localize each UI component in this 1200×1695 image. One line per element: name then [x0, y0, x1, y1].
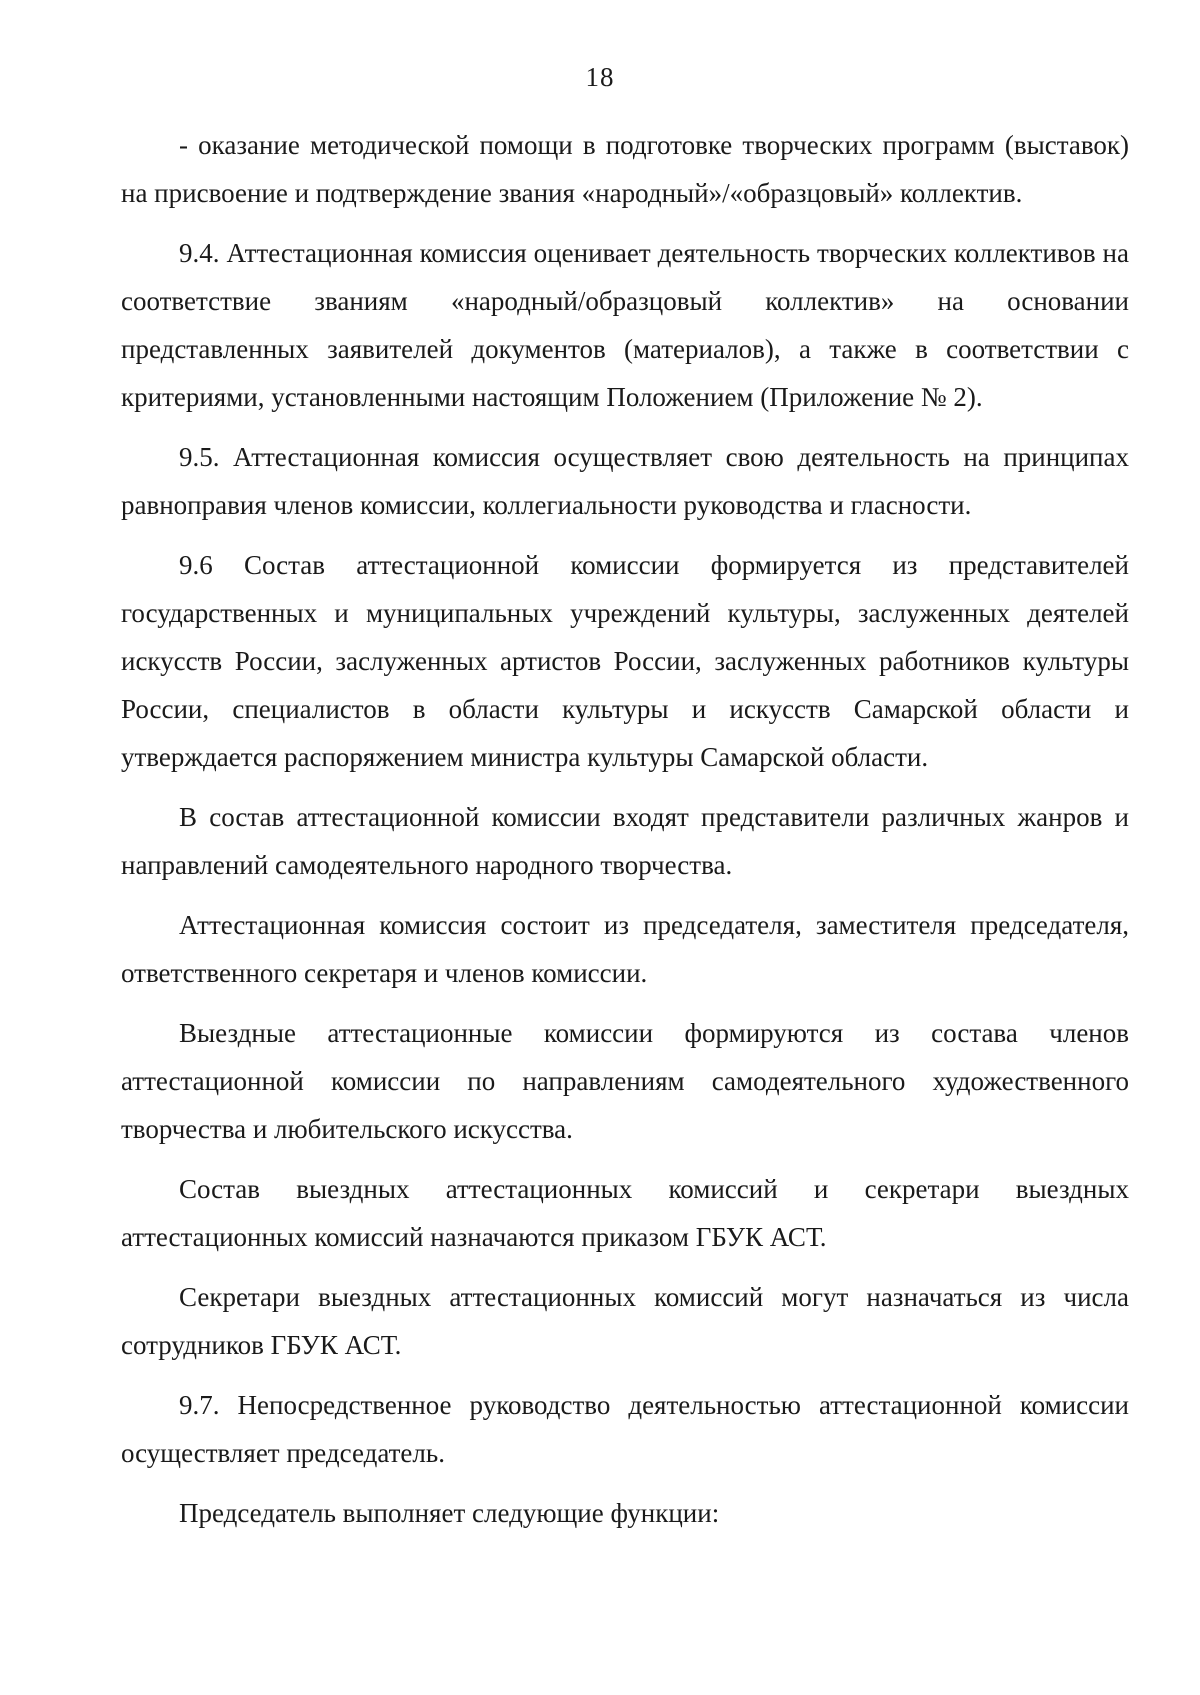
paragraph-chairman-functions: Председатель выполняет следующие функции: [179, 1498, 720, 1528]
paragraph-9-7: 9.7. Непосредственное руководство деятельностью аттестационной комиссии осуществляет председатель. [121, 1390, 1129, 1468]
paragraph-methodical-help: - оказание методической помощи в подготовке творческих программ (выставок) на присвоение и подтверждение звания «народный»/«образцовый» коллектив. [121, 130, 1129, 208]
paragraph-9-6: 9.6 Состав аттестационной комиссии формируется из представителей государственных и муниципальных учреждений культуры, заслуженных деятелей искусств России, заслуженных артистов России, заслуженных работников культуры России, специалистов в области культуры и искусств Самарской области и утверждается распоряжением министра культуры Самарской области. [121, 550, 1129, 772]
paragraph-9-5: 9.5. Аттестационная комиссия осуществляет свою деятельность на принципах равноправия членов комиссии, коллегиальности руководства и гласности. [121, 442, 1129, 520]
paragraph-commission-genres: В состав аттестационной комиссии входят представители различных жанров и направлений самодеятельного народного творчества. [121, 802, 1129, 880]
document-body [121, 121, 1129, 1537]
paragraph-commission-members: Аттестационная комиссия состоит из председателя, заместителя председателя, ответственного секретаря и членов комиссии. [121, 910, 1129, 988]
paragraph-field-commissions: Выездные аттестационные комиссии формируются из состава членов аттестационной комиссии по направлениям самодеятельного художественного творчества и любительского искусства. [121, 1018, 1129, 1144]
page-number: 18 [585, 62, 615, 92]
paragraph-field-commission-secretaries: Секретари выездных аттестационных комиссий могут назначаться из числа сотрудников ГБУК АСТ. [121, 1282, 1129, 1360]
paragraph-9-4: 9.4. Аттестационная комиссия оценивает деятельность творческих коллективов на соответствие званиям «народный/образцовый коллектив» на основании представленных заявителей документов (материалов), а также в соответствии с критериями, установленными настоящим Положением (Приложение № 2). [121, 238, 1129, 412]
paragraph-field-commission-composition: Состав выездных аттестационных комиссий и секретари выездных аттестационных комиссий назначаются приказом ГБУК АСТ. [121, 1174, 1129, 1252]
